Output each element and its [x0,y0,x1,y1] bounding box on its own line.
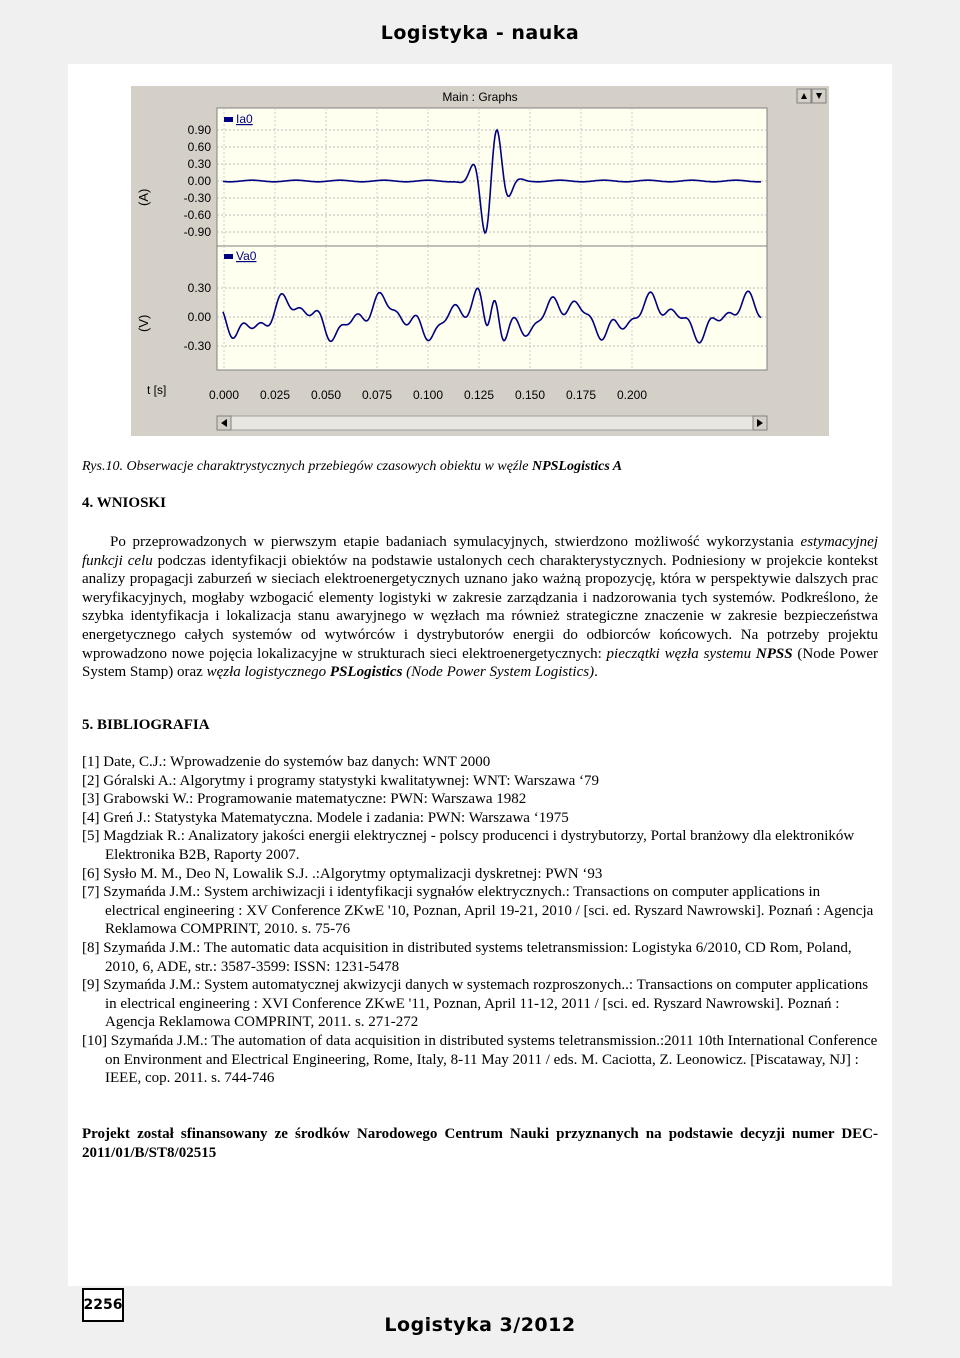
x-tick-label: 0.025 [259,388,291,402]
text-run: oraz [173,664,207,681]
panel2-unit-label: (V) [136,314,151,332]
y-tick-label: 0.30 [187,157,211,171]
bibliography-entry: [9] Szymańda J.M.: System automatycznej akwizycji danych w systemach rozproszonych..: Transactions on computer applications in electrical engineering : XVI Conference ZKwE '11, Poznan, April 11-12, 2011 / [sci. ed. Ryszard Nawrowski]. Poznań : Agencja Reklamowa COMPRINT, 2011. s. 271-272 [82,977,869,1031]
panel1-unit-label: (A) [136,188,151,206]
graphs-figure [131,86,829,436]
panel2-legend-swatch [224,254,233,259]
bibliography-list [82,753,878,1088]
section4-body [82,533,878,682]
horizontal-scrollbar[interactable] [217,416,767,430]
panel1-legend[interactable]: Ia0 [236,112,253,126]
x-tick-label: 0.000 [208,388,240,402]
panel1-tick-labels [184,123,212,239]
text-run-italic: węzła logistycznego [206,664,330,681]
panel1-handle[interactable] [131,108,145,246]
text-run-italic: pieczątki węzła systemu [606,645,756,662]
text-run: podczas identyfikacji obiektów na podstawie ustalonych cech charakterystycznych. Podniesiony w projekcie kontekst analizy propagacji zaburzeń w sieciach elektroenergetycznych uznano jako ważną propozycję, która w perspektywie dalszych prac weryfikacyjnych, mogłaby wzbogacić elementy logistyki w zakresie zarządzania i nadzorowania tych systemów. Podkreślono, że szybka identyfikacja i lokalizacja stanu awaryjnego w węzłach ma również strategiczne znaczenie w zakresie bezpieczeństwa energetycznego całych systemów od wytwórców i dystrybutorów energii do odbiorców końcowych. Na potrzeby projektu wprowadzono nowe pojęcia lokalizacyjne w strukturach sieci elektroenergetycznych: [82,552,878,662]
x-tick-label: 0.050 [310,388,342,402]
x-tick-label: 0.175 [565,388,597,402]
x-tick-label: 0.125 [463,388,495,402]
panel1-legend-swatch [224,117,233,122]
panel2-tick-labels [184,281,212,353]
y-tick-label: 0.00 [187,174,211,188]
bibliography-entry: [5] Magdziak R.: Analizatory jakości energii elektrycznej - polscy producenci i dystrybutorzy, Portal branżowy dla elektroników Elektronika B2B, Raporty 2007. [82,828,855,863]
time-axis-label: t [s] [147,383,167,397]
bibliography-entry: [7] Szymańda J.M.: System archiwizacji i identyfikacji sygnałów elektrycznych.: Transactions on computer applications in electrical engineering : XV Conference ZKwE '10, Poznan, April 19-21, 2010 / [sci. ed. Ryszard Nawrowski]. Poznań : Agencja Reklamowa COMPRINT, 2010. s. 75-76 [82,884,874,938]
section4-paragraph [82,533,878,682]
text-run-italic: (Node Power System Logistics) [402,664,595,681]
caption-text: Rys.10. Obserwacje charaktrystycznych przebiegów czasowych obiektu w węźle [82,459,532,474]
text-run: Po przeprowadzonych w pierwszym etapie badaniach symulacyjnych, stwierdzono możliwość wykorzystania [110,534,801,550]
y-tick-label: 0.90 [187,123,211,137]
text-run-bold: NPSS [755,645,793,662]
bibliography-entry: [2] Góralski A.: Algorytmy i programy statystyki kwalitatywnej: WNT: Warszawa ‘79 [82,772,599,789]
bibliography-entry: [6] Sysło M. M., Deo N, Lowalik S.J. .:Algorytmy optymalizacji dyskretnej: PWN ‘93 [82,865,603,882]
figure-caption [82,459,622,475]
window-title: Main : Graphs [442,90,518,104]
bibliography-entry: [1] Date, C.J.: Wprowadzenie do systemów baz danych: WNT 2000 [82,754,491,770]
bibliography-entry: [10] Szymańda J.M.: The automation of data acquisition in distributed systems teletransmission.:2011 10th International Conference on Environment and Electrical Engineering, Rome, Italy, 8-11 May 2011 / eds. M. Caciotta, Z. Leonowicz. [Piscataway, NJ] : IEEE, cop. 2011. s. 744-746 [82,1032,878,1087]
title-scroll-arrows[interactable] [797,89,826,103]
x-tick-label: 0.075 [361,388,393,402]
panel2-handle[interactable] [131,246,145,370]
text-run: . [594,664,598,681]
y-tick-label: -0.30 [183,339,211,353]
x-tick-label: 0.200 [616,388,648,402]
y-tick-label: 0.60 [187,140,211,154]
y-tick-label: 0.00 [187,310,211,324]
text-run-bold: PSLogistics [329,664,403,681]
panel2-legend[interactable]: Va0 [236,249,257,263]
bibliography-entry: [3] Grabowski W.: Programowanie matematyczne: PWN: Warszawa 1982 [82,791,527,808]
x-tick-label: 0.150 [514,388,546,402]
running-footer: Logistyka 3/2012 [384,1314,576,1336]
running-header: Logistyka - nauka [380,22,580,44]
bibliography-entry: [8] Szymańda J.M.: The automatic data acquisition in distributed systems teletransmission: Logistyka 6/2010, CD Rom, Poland, 2010, 6, ADE, str.: 3587-3599: ISSN: 1231-5478 [82,939,852,975]
text-run: (Node Power System Stamp) [82,645,878,681]
y-tick-label: -0.60 [183,208,211,222]
x-tick-label: 0.100 [412,388,444,402]
y-tick-label: 0.30 [187,281,211,295]
section4-heading: 4. WNIOSKI [82,495,166,511]
section5-heading: 5. BIBLIOGRAFIA [82,717,210,733]
caption-bold: NPSLogistics A [531,459,623,474]
y-tick-label: -0.90 [183,225,211,239]
bibliography-entry: [4] Greń J.: Statystyka Matematyczna. Modele i zadania: PWN: Warszawa ‘1975 [82,809,569,826]
y-tick-label: -0.30 [183,191,211,205]
funding-note: Projekt został sfinansowany ze środków Narodowego Centrum Nauki przyznanych na podstawie decyzji numer DEC-2011/01/B/ST8/02515 [82,1126,878,1161]
time-axis-ticks [209,388,647,402]
page-number: 2256 [82,1288,124,1322]
text-run-italic: estymacyjnej funkcji celu [82,534,878,569]
